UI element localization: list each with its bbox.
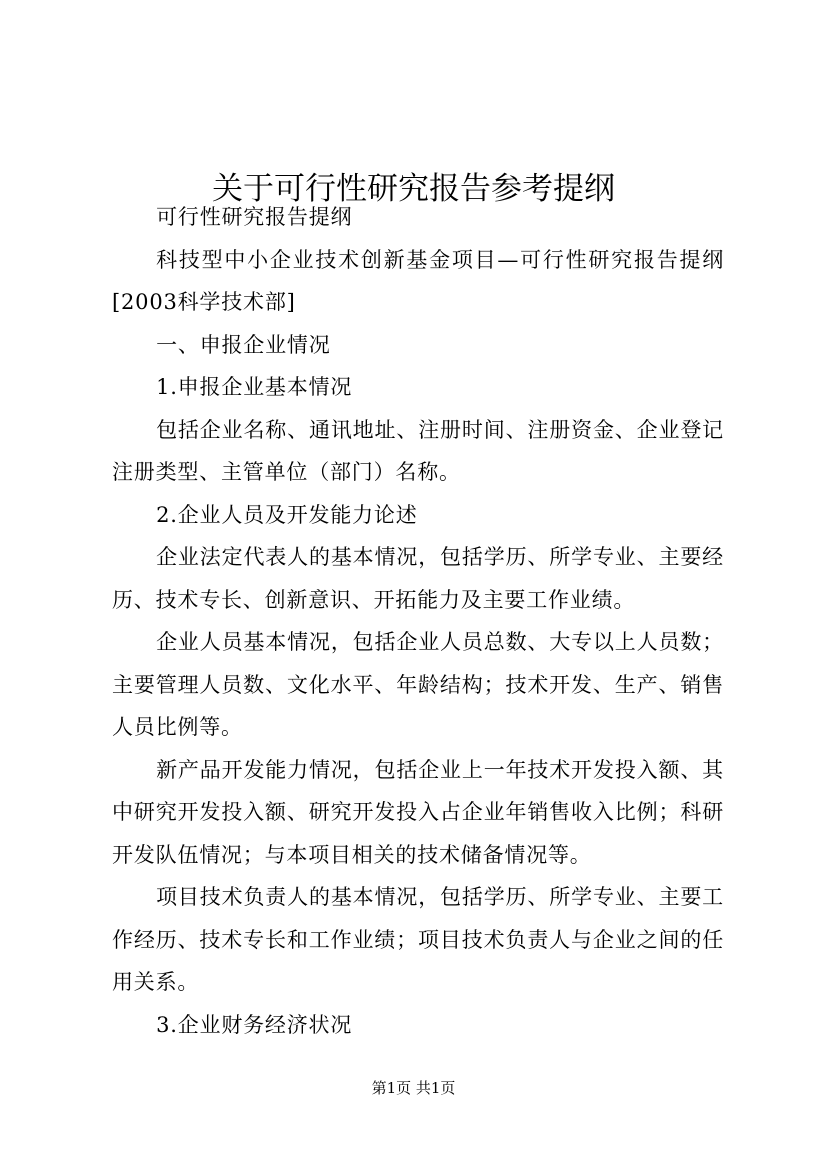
paragraph-3: 一、申报企业情况 [156, 332, 331, 357]
paragraph-9: 新产品开发能力情况，包括企业上一年技术开发投入额、其中研究开发投入额、研究开发投入占企业年销售收入比例；科研开发队伍情况；与本项目相关的技术储备情况等。 [112, 757, 724, 867]
paragraph-7: 企业法定代表人的基本情况，包括学历、所学专业、主要经历、技术专长、创新意识、开拓能力及主要工作业绩。 [112, 545, 724, 612]
paragraph-1: 可行性研究报告提纲 [156, 205, 353, 229]
paragraph-4: 1.申报企业基本情况 [156, 375, 353, 399]
document-title: 关于可行性研究报告参考提纲 [212, 170, 615, 207]
document-body [112, 196, 724, 1046]
paragraph-5: 包括企业名称、通讯地址、注册时间、注册资金、企业登记注册类型、主管单位（部门）名称。 [112, 417, 724, 484]
paragraph-8: 企业人员基本情况，包括企业人员总数、大专以上人员数；主要管理人员数、文化水平、年龄结构；技术开发、生产、销售人员比例等。 [112, 630, 724, 739]
paragraph-11: 3.企业财务经济状况 [156, 1012, 353, 1037]
page-footer: 第1页 共1页 [371, 1079, 456, 1097]
paragraph-6: 2.企业人员及开发能力论述 [156, 502, 418, 527]
paragraph-2: 科技型中小企业技术创新基金项目—可行性研究报告提纲[2003科学技术部] [112, 247, 724, 314]
paragraph-10: 项目技术负责人的基本情况，包括学历、所学专业、主要工作经历、技术专长和工作业绩；项目技术负责人与企业之间的任用关系。 [112, 885, 724, 994]
